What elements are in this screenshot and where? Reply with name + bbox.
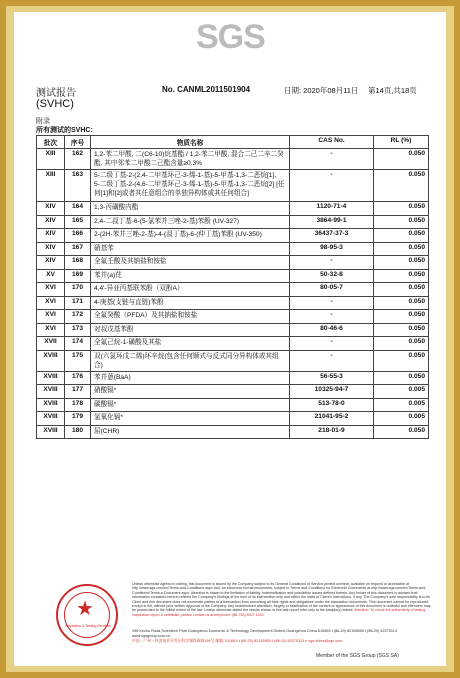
cell-substance: 苯并蒽(BaA) xyxy=(91,371,290,385)
report-subtitle: (SVHC) xyxy=(36,98,74,110)
cell-substance: 2,4-二叔丁基-6-(5-氯苯并三唑-2-基)苯酚 (UV-327) xyxy=(91,215,290,229)
table-row xyxy=(37,149,429,170)
cell-rl: 0.050 xyxy=(374,296,429,310)
cell-rl: 0.050 xyxy=(374,202,429,216)
table-row xyxy=(37,337,429,351)
cell-number: 163 xyxy=(65,170,91,202)
table-row xyxy=(37,425,429,439)
cell-rl: 0.050 xyxy=(374,350,429,371)
member-note: Member of the SGS Group (SGS SA) xyxy=(316,653,399,659)
cell-number: 173 xyxy=(65,323,91,337)
column-header-number: 序号 xyxy=(65,136,91,149)
star-icon: ★ xyxy=(76,598,94,620)
cell-rl: 0.005 xyxy=(374,385,429,399)
cell-substance: 对叔戊基苯酚 xyxy=(91,323,290,337)
cell-number: 165 xyxy=(65,215,91,229)
address-english: 198 Kezhu Road,Scientech Park Guangzhou Economic & Technology Development District,Guangzhou,China 510663 t (86-20) 82155555 f (86-20) 82075113 www.sgsgroup.com.cn xyxy=(132,629,397,638)
address-block xyxy=(132,629,432,644)
cell-class: XIV xyxy=(37,229,65,243)
cell-number: 164 xyxy=(65,202,91,216)
cell-number: 168 xyxy=(65,256,91,270)
cell-number: 175 xyxy=(65,350,91,371)
cell-rl: 0.050 xyxy=(374,283,429,297)
table-row xyxy=(37,170,429,202)
table-row xyxy=(37,385,429,399)
cell-class: XVI xyxy=(37,323,65,337)
cell-cas: 80-05-7 xyxy=(290,283,374,297)
legal-disclaimer xyxy=(132,582,432,617)
cell-cas: 98-95-3 xyxy=(290,242,374,256)
disclaimer-text: Unless otherwise agreed in writing, this document is issued by the Company subject to its General Conditions of Service printed overleaf, available on request or accessible at http://www.sgs.com/en/Terms-and-Conditions.aspx and, for electronic format documents, subject to Terms and Conditions for Electronic Documents at http://www.sgs.com/en/Terms-and-Conditions/Terms-e-Document.aspx. Attention is drawn to the limitation of liability, indemnification and jurisdiction issues defined therein. Any holder of this document is advised that information contained hereon reflects the Company's findings at the time of its intervention only and within the limits of Client's instructions, if any. The Company's sole responsibility is to its Client and this document does not exonerate parties to a transaction from exercising all their rights and obligations under the transaction documents. This document cannot be reproduced except in full, without prior written approval of the Company. Any unauthorized alteration, forgery or falsification of the content or appearance of this document is unlawful and offenders may be prosecuted to the fullest extent of the law. Unless otherwise stated the results shown in this test report refer only to the sample(s) tested. xyxy=(132,582,431,613)
cell-number: 179 xyxy=(65,412,91,426)
cell-rl: 0.050 xyxy=(374,256,429,270)
appendix-label: 附录 xyxy=(36,118,50,125)
table-row xyxy=(37,350,429,371)
column-header-class: 批次 xyxy=(37,136,65,149)
cell-number: 170 xyxy=(65,283,91,297)
cell-cas: 218-01-9 xyxy=(290,425,374,439)
cell-substance: 氢氧化镉* xyxy=(91,412,290,426)
cell-class: XVI xyxy=(37,283,65,297)
cell-class: XIV xyxy=(37,242,65,256)
cell-number: 174 xyxy=(65,337,91,351)
cell-class: XVIII xyxy=(37,425,65,439)
table-row xyxy=(37,296,429,310)
cell-substance: 硝酸镉* xyxy=(91,385,290,399)
report-page xyxy=(14,12,446,666)
report-number: No. CANML2011501904 xyxy=(162,85,251,94)
address-chinese: 中国・广州・经济技术开发区科学城科珠路198号 邮编: 510663 t (86-20) 82155555 f (86-20) 82075113 e sgs.china@sgs.com xyxy=(132,639,343,643)
cell-rl: 0.050 xyxy=(374,371,429,385)
table-row xyxy=(37,229,429,243)
cell-class: XIII xyxy=(37,149,65,170)
cell-substance: 苯并(a)芘 xyxy=(91,269,290,283)
table-row xyxy=(37,256,429,270)
cell-class: XVI xyxy=(37,310,65,324)
cell-cas: - xyxy=(290,149,374,170)
column-header-substance: 物质名称 xyxy=(91,136,290,149)
table-body xyxy=(37,149,429,439)
cell-rl: 0.050 xyxy=(374,337,429,351)
attention-text: Attention: To check the authenticity of testing /inspection report & certificate, please contact us at telephone: (86-755) 8307 1443, xyxy=(132,608,426,617)
cell-cas: 36437-37-3 xyxy=(290,229,374,243)
cell-cas: 50-32-8 xyxy=(290,269,374,283)
cell-cas: - xyxy=(290,350,374,371)
cell-number: 167 xyxy=(65,242,91,256)
table-row xyxy=(37,283,429,297)
sgs-logo: SGS xyxy=(196,18,265,56)
cell-class: XIV xyxy=(37,256,65,270)
cell-cas: - xyxy=(290,170,374,202)
cell-rl: 0.050 xyxy=(374,242,429,256)
table-row xyxy=(37,323,429,337)
cell-class: XV xyxy=(37,269,65,283)
table-row xyxy=(37,412,429,426)
table-row xyxy=(37,371,429,385)
cell-rl: 0.050 xyxy=(374,425,429,439)
cell-cas: 56-55-3 xyxy=(290,371,374,385)
cell-rl: 0.005 xyxy=(374,412,429,426)
table-row xyxy=(37,310,429,324)
table-row xyxy=(37,202,429,216)
cell-substance: 4-庚基(支链与直链)苯酚 xyxy=(91,296,290,310)
cell-substance: 2-(2H-苯并三唑-2-基)-4-(叔丁基)-6-(仲丁基)苯酚 (UV-350) xyxy=(91,229,290,243)
cell-class: XIV xyxy=(37,202,65,216)
cell-rl: 0.050 xyxy=(374,229,429,243)
svhc-table xyxy=(36,135,429,439)
column-header-rl: RL (%) xyxy=(374,136,429,149)
cell-substance: 5-二级丁基-2-(2,4-二甲基环己-3-烯-1-基)-5-甲基-1,3-二恶烷[1]、5-二级丁基-2-(4,6-二甲基环己-3-烯-1-基)-5-甲基-1,3-二恶烷[2] [任何[1]和[2]或者其任意组合的单独异构体或其任何组合] xyxy=(91,170,290,202)
cell-number: 180 xyxy=(65,425,91,439)
cell-substance: 硝基苯 xyxy=(91,242,290,256)
cell-class: XVIII xyxy=(37,350,65,371)
cell-substance: 1,3-丙磺酸内酯 xyxy=(91,202,290,216)
cell-number: 176 xyxy=(65,371,91,385)
cell-cas: 10325-94-7 xyxy=(290,385,374,399)
cell-rl: 0.050 xyxy=(374,323,429,337)
cell-class: XVIII xyxy=(37,398,65,412)
cell-rl: 0.050 xyxy=(374,269,429,283)
table-row xyxy=(37,269,429,283)
lab-seal xyxy=(56,584,118,646)
cell-rl: 0.050 xyxy=(374,149,429,170)
cell-substance: 全氟癸酸（PFDA）及其钠盐和铵盐 xyxy=(91,310,290,324)
cell-substance: 4,4'-异亚丙基联苯酚（双酚A） xyxy=(91,283,290,297)
report-date: 日期: 2020年08月11日 xyxy=(284,86,359,95)
cell-substance: 全氟己烷-1-磺酸及其盐 xyxy=(91,337,290,351)
cell-number: 169 xyxy=(65,269,91,283)
cell-class: XIV xyxy=(37,215,65,229)
cell-cas: - xyxy=(290,256,374,270)
cell-cas: 3864-99-1 xyxy=(290,215,374,229)
table-header-row xyxy=(37,136,429,149)
cell-class: XVI xyxy=(37,296,65,310)
cell-number: 178 xyxy=(65,398,91,412)
cell-substance: 1,2-苯二甲酸, 二(C6-10)烷基酯 / 1,2-苯二甲酸, 混合二己二辛二癸酯, 其中邻苯二甲酸二己酯含量≥0.3% xyxy=(91,149,290,170)
cell-cas: 21041-95-2 xyxy=(290,412,374,426)
seal-text: Inspection & Testing Services xyxy=(65,624,111,628)
cell-class: XVIII xyxy=(37,385,65,399)
cell-cas: 513-78-0 xyxy=(290,398,374,412)
cell-number: 172 xyxy=(65,310,91,324)
cell-cas: - xyxy=(290,310,374,324)
cell-class: XIII xyxy=(37,170,65,202)
page-indicator: 第14页,共18页 xyxy=(368,86,417,95)
table-row xyxy=(37,215,429,229)
cell-cas: - xyxy=(290,337,374,351)
cell-class: XVIII xyxy=(37,371,65,385)
cell-class: XVII xyxy=(37,337,65,351)
cell-substance: 碳酸镉* xyxy=(91,398,290,412)
tested-svhc-label: 所有测试的SVHC: xyxy=(36,127,93,134)
cell-cas: 80-46-6 xyxy=(290,323,374,337)
cell-number: 171 xyxy=(65,296,91,310)
cell-cas: - xyxy=(290,296,374,310)
table-row xyxy=(37,242,429,256)
cell-rl: 0.050 xyxy=(374,170,429,202)
report-title: 测试报告 xyxy=(36,88,76,99)
table-row xyxy=(37,398,429,412)
cell-number: 166 xyxy=(65,229,91,243)
cell-substance: 屈(CHR) xyxy=(91,425,290,439)
cell-substance: 双(六氯环戊二烯)环辛烷(包含任何顺式与反式同分异构体或其组合) xyxy=(91,350,290,371)
cell-rl: 0.005 xyxy=(374,398,429,412)
cell-cas: 1120-71-4 xyxy=(290,202,374,216)
cell-class: XVIII xyxy=(37,412,65,426)
column-header-cas: CAS No. xyxy=(290,136,374,149)
cell-number: 177 xyxy=(65,385,91,399)
cell-rl: 0.050 xyxy=(374,310,429,324)
cell-number: 162 xyxy=(65,149,91,170)
cell-substance: 全氟壬酸及其钠盐和铵盐 xyxy=(91,256,290,270)
cell-rl: 0.050 xyxy=(374,215,429,229)
